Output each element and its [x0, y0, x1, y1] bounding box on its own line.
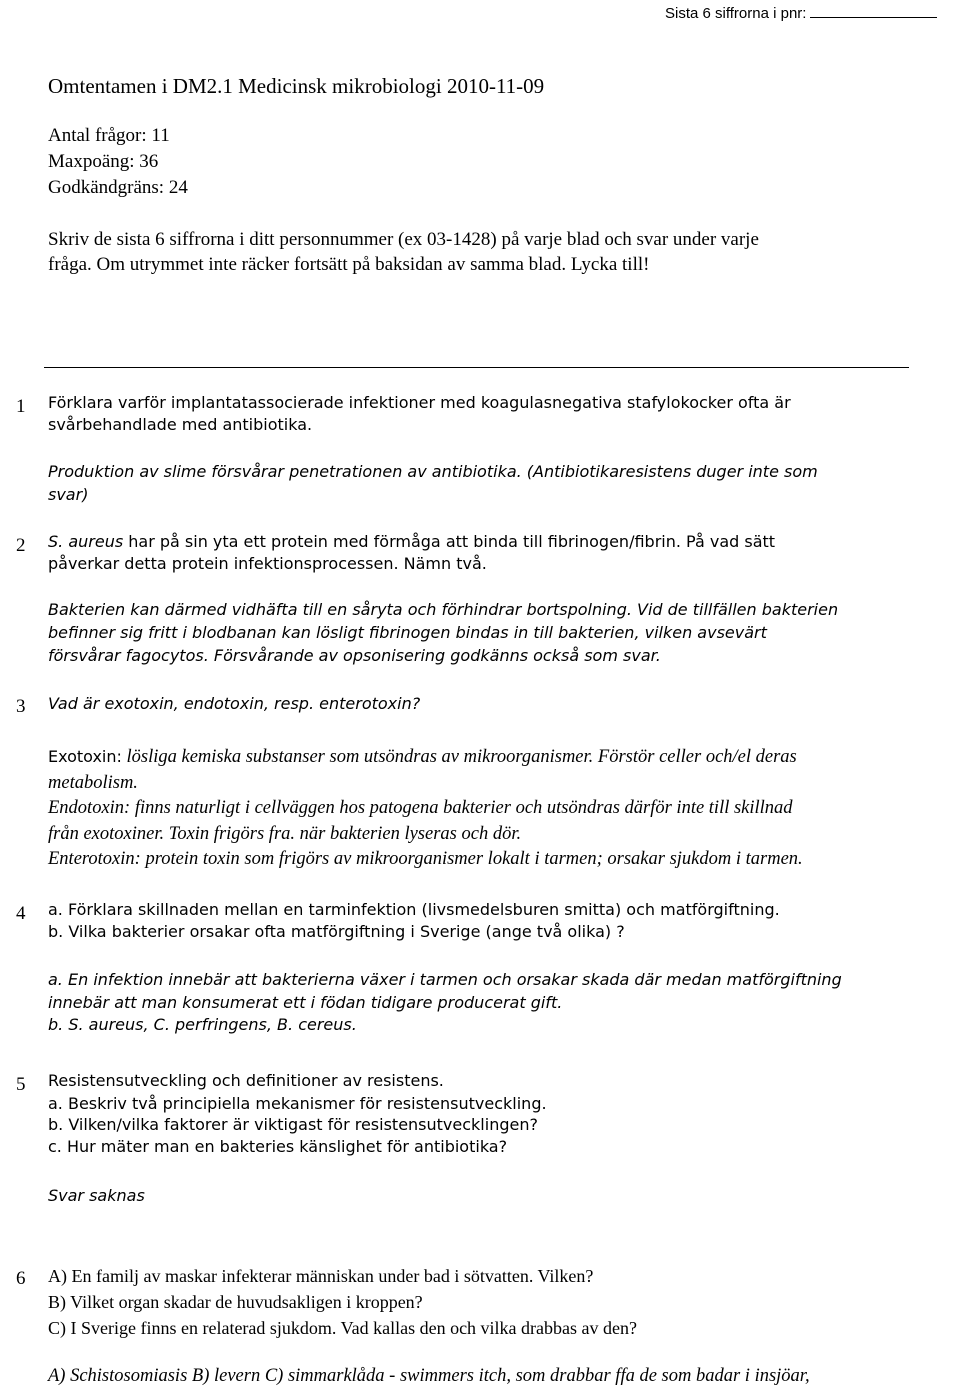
- question-2-line-2: påverkar detta protein infektionsprocessen. Nämn två.: [48, 554, 487, 573]
- question-6-line-1: A) En familj av maskar infekterar människan under bad i sötvatten. Vilken?: [48, 1266, 594, 1286]
- question-2-number: 2: [16, 535, 26, 556]
- instructions-line-2: fråga. Om utrymmet inte räcker fortsätt på baksidan av samma blad. Lycka till!: [48, 254, 650, 275]
- answer-1-line-1: Produktion av slime försvårar penetrationen av antibiotika. (Antibiotikaresistens duger inte som: [48, 462, 818, 481]
- question-2-line-1: [48, 532, 775, 551]
- question-1-line-2: svårbehandlade med antibiotika.: [48, 415, 313, 434]
- exotoxin-text: lösliga kemiska substanser som utsöndras av mikroorganismer. Förstör celler och/el deras: [121, 747, 797, 767]
- answer-4-line-3: b. S. aureus, C. perfringens, B. cereus.: [48, 1015, 357, 1034]
- instructions-line-1: Skriv de sista 6 siffrorna i ditt personnummer (ex 03-1428) på varje blad och svar under varje: [48, 229, 759, 250]
- question-6-line-3: C) I Sverige finns en relaterad sjukdom. Vad kallas den och vilka drabbas av den?: [48, 1318, 637, 1338]
- question-5-line-1: Resistensutveckling och definitioner av resistens.: [48, 1071, 444, 1090]
- answer-3-line-3: Endotoxin: finns naturligt i cellväggen hos patogena bakterier och utsöndras därför inte till skillnad: [48, 798, 793, 818]
- max-points: Maxpoäng: 36: [48, 151, 159, 172]
- answer-6-line-1: A) Schistosomiasis B) levern C) simmarklåda - swimmers itch, som drabbar ffa de som badar i insjöar,: [48, 1366, 810, 1386]
- pnr-label: Sista 6 siffrorna i pnr:: [665, 5, 807, 22]
- answer-3-line-1: [48, 747, 797, 768]
- question-5-line-4: c. Hur mäter man en bakteries känslighet för antibiotika?: [48, 1137, 508, 1156]
- pass-limit: Godkändgräns: 24: [48, 177, 188, 198]
- question-3-text: Vad är exotoxin, endotoxin, resp. enterotoxin?: [48, 694, 421, 713]
- question-2-line-1-rest: har på sin yta ett protein med förmåga att binda till fibrinogen/fibrin. På vad sätt: [123, 532, 776, 551]
- divider: [44, 367, 909, 368]
- question-5-line-2: a. Beskriv två principiella mekanismer för resistensutveckling.: [48, 1094, 547, 1113]
- answer-4-line-2: innebär att man konsumerat ett i födan tidigare producerat gift.: [48, 993, 563, 1012]
- question-1-number: 1: [16, 396, 26, 417]
- question-5-line-3: b. Vilken/vilka faktorer är viktigast för resistensutvecklingen?: [48, 1115, 538, 1134]
- question-6-line-2: B) Vilket organ skadar de huvudsakligen i kroppen?: [48, 1292, 423, 1312]
- answer-4-line-1: a. En infektion innebär att bakterierna växer i tarmen och orsakar skada där medan matförgiftning: [48, 970, 842, 989]
- question-1-line-1: Förklara varför implantatassocierade infektioner med koagulasnegativa stafylokocker ofta är: [48, 393, 791, 412]
- answer-3-line-4: från exotoxiner. Toxin frigörs fra. när bakterien lyseras och dör.: [48, 824, 522, 844]
- question-3-number: 3: [16, 696, 26, 717]
- question-5-number: 5: [16, 1074, 26, 1095]
- answer-2-line-3: försvårar fagocytos. Försvårande av opsonisering godkänns också som svar.: [48, 646, 661, 665]
- exotoxin-label: Exotoxin:: [48, 747, 122, 766]
- question-4-line-2: b. Vilka bakterier orsakar ofta matförgiftning i Sverige (ange två olika) ?: [48, 922, 625, 941]
- question-4-line-1: a. Förklara skillnaden mellan en tarminfektion (livsmedelsburen smitta) och matförgiftning.: [48, 900, 780, 919]
- answer-3-line-5: Enterotoxin: protein toxin som frigörs av mikroorganismer lokalt i tarmen; orsakar sjukdom i tarmen.: [48, 849, 803, 869]
- answer-2-line-2: befinner sig fritt i blodbanan kan lösligt fibrinogen bindas in till bakterien, vilken avsevärt: [48, 623, 767, 642]
- answer-3-line-2: metabolism.: [48, 773, 138, 793]
- question-4-number: 4: [16, 903, 26, 924]
- question-count: Antal frågor: 11: [48, 125, 170, 146]
- pnr-input-line[interactable]: [810, 3, 937, 18]
- species-name: S. aureus: [48, 532, 124, 551]
- exam-title: Omtentamen i DM2.1 Medicinsk mikrobiologi 2010-11-09: [48, 74, 545, 98]
- answer-5: Svar saknas: [48, 1186, 145, 1205]
- answer-2-line-1: Bakterien kan därmed vidhäfta till en såryta och förhindrar bortspolning. Vid de tillfällen bakterien: [48, 600, 839, 619]
- question-6-number: 6: [16, 1268, 26, 1289]
- answer-1-line-2: svar): [48, 485, 89, 504]
- pnr-header: [665, 3, 937, 22]
